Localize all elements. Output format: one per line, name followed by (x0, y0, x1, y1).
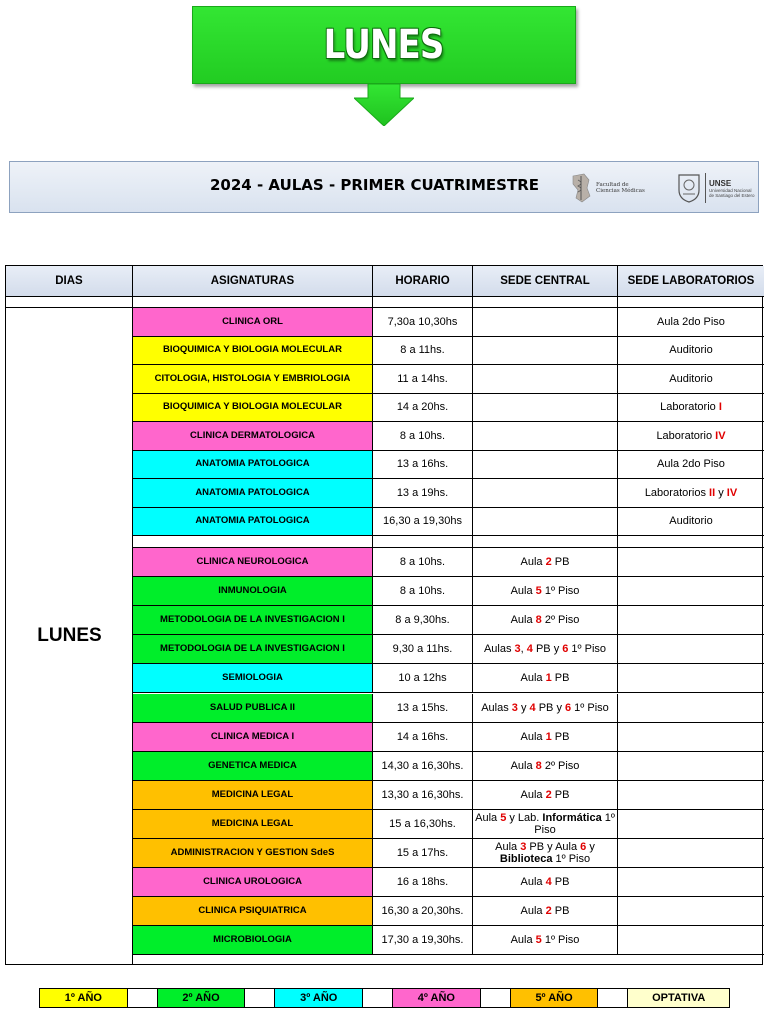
location-part: Aulas (483, 643, 515, 656)
location-part: 1º Piso (541, 585, 580, 598)
location-part: PB (551, 905, 570, 918)
subject-cell: CLINICA DERMATOLOGICA (133, 422, 373, 451)
subject-cell: ANATOMIA PATOLOGICA (133, 479, 373, 508)
location-part: y (586, 841, 595, 854)
location-text (656, 430, 725, 442)
location-text (521, 556, 570, 568)
sede-laboratorios-cell (618, 723, 764, 752)
sede-laboratorios-cell (618, 752, 764, 781)
sede-laboratorios-cell (618, 479, 764, 508)
room-number: 4 (526, 643, 533, 656)
day-label: LUNES (37, 625, 102, 646)
sede-laboratorios-cell (618, 308, 764, 337)
location-text (521, 672, 570, 684)
location-part: Aula (520, 788, 546, 801)
subject-cell: MEDICINA LEGAL (133, 781, 373, 810)
divider (472, 297, 473, 308)
location-part: PB y (535, 701, 565, 714)
subject-cell: SEMIOLOGIA (133, 664, 373, 693)
room-number: 5 (535, 934, 542, 947)
sede-central-cell (473, 781, 618, 810)
location-part: Aula (510, 934, 536, 947)
subject-cell: BIOQUIMICA Y BIOLOGIA MOLECULAR (133, 337, 373, 366)
location-part: 1º Piso (571, 701, 609, 714)
time-cell: 13,30 a 16,30hs. (373, 781, 473, 810)
sede-central-cell (473, 422, 618, 451)
sede-laboratorios-cell (618, 337, 764, 366)
room-number: 3 (511, 701, 518, 714)
divider (372, 297, 373, 308)
sede-central-cell (473, 508, 618, 537)
fcm-logo-line-1: Facultad de (596, 182, 629, 188)
page-title: 2024 - AULAS - PRIMER CUATRIMESTRE (210, 176, 539, 194)
location-part: PB (551, 730, 570, 743)
unse-logo (676, 167, 760, 209)
location-part: y Lab. (506, 811, 543, 824)
subject-cell: MICROBIOLOGIA (133, 926, 373, 955)
sede-central-cell (473, 752, 618, 781)
location-part: Laboratorio (660, 401, 719, 414)
location-part: PB (551, 672, 570, 685)
fcm-logo (570, 168, 670, 208)
sede-laboratorios-cell (618, 781, 764, 810)
room-number: I (718, 401, 722, 414)
time-cell: 14 a 16hs. (373, 723, 473, 752)
divider (472, 536, 473, 547)
sede-laboratorios-cell (618, 508, 764, 537)
divider (372, 536, 373, 547)
location-part: PB (551, 876, 570, 889)
room-number: 4 (545, 876, 552, 889)
location-text (521, 876, 570, 888)
sede-laboratorios-cell (618, 422, 764, 451)
location-part: Aula (520, 905, 546, 918)
column-header-sede-laboratorios: SEDE LABORATORIOS (618, 266, 764, 297)
location-text (473, 812, 617, 836)
sede-central-cell (473, 548, 618, 577)
divider (617, 297, 618, 308)
location-part: Laboratorio (656, 429, 716, 442)
subject-cell: CLINICA ORL (133, 308, 373, 337)
sede-central-cell (473, 479, 618, 508)
location-part: Aula (520, 876, 546, 889)
time-cell: 7,30a 10,30hs (373, 308, 473, 337)
subject-cell: CLINICA PSIQUIATRICA (133, 897, 373, 926)
location-part: Auditorio (669, 344, 713, 357)
subject-cell: SALUD PUBLICA II (133, 694, 373, 723)
room-number: 3 (520, 841, 527, 854)
location-text (511, 585, 580, 597)
legend-item: 2º AÑO (158, 989, 246, 1007)
room-number: 3 (514, 643, 521, 656)
arrow-down-icon (354, 84, 414, 126)
time-cell: 8 a 10hs. (373, 548, 473, 577)
location-part: Aula (510, 614, 536, 627)
room-number: 8 (535, 614, 542, 627)
subject-cell: ADMINISTRACION Y GESTION SdeS (133, 839, 373, 868)
subject-cell: GENETICA MEDICA (133, 752, 373, 781)
location-part: 2º Piso (541, 759, 580, 772)
room-number: 6 (562, 643, 569, 656)
location-part: Aula (495, 841, 521, 854)
location-text (484, 643, 606, 655)
unse-logo-sub-2: de Santiago del Estero (709, 192, 755, 198)
time-cell: 10 a 12hs (373, 664, 473, 693)
time-cell: 15 a 17hs. (373, 839, 473, 868)
location-text (657, 458, 725, 470)
room-number: 6 (565, 701, 572, 714)
location-text (473, 841, 617, 865)
subject-cell: ANATOMIA PATOLOGICA (133, 508, 373, 537)
sede-laboratorios-cell (618, 810, 764, 839)
location-text (511, 614, 580, 626)
location-part: Aula (510, 759, 536, 772)
sede-central-cell (473, 308, 618, 337)
location-part: 1º Piso (541, 934, 580, 947)
location-text (657, 316, 725, 328)
sede-central-cell (473, 635, 618, 664)
location-part: PB (551, 788, 570, 801)
sede-central-cell (473, 394, 618, 423)
time-cell: 17,30 a 19,30hs. (373, 926, 473, 955)
room-number: 2 (545, 905, 552, 918)
location-part: PB y Aula (526, 841, 581, 854)
location-text (669, 344, 712, 356)
location-part: 1º Piso (552, 853, 591, 866)
subject-cell: CITOLOGIA, HISTOLOGIA Y EMBRIOLOGIA (133, 365, 373, 394)
column-header-dias: DIAS (6, 266, 133, 297)
room-number: 8 (535, 759, 542, 772)
time-cell: 8 a 10hs. (373, 422, 473, 451)
sede-central-cell (473, 694, 618, 723)
time-cell: 14,30 a 16,30hs. (373, 752, 473, 781)
time-cell: 8 a 9,30hs. (373, 606, 473, 635)
sede-laboratorios-cell (618, 868, 764, 897)
subject-cell: CLINICA NEUROLOGICA (133, 548, 373, 577)
sede-laboratorios-cell (618, 694, 764, 723)
sede-central-cell (473, 810, 618, 839)
sede-central-cell (473, 606, 618, 635)
sede-laboratorios-cell (618, 897, 764, 926)
room-number: IV (726, 486, 738, 499)
room-number: 2 (545, 788, 552, 801)
time-cell: 16,30 a 20,30hs. (373, 897, 473, 926)
unse-logo-name: UNSE (709, 178, 732, 188)
time-cell: 15 a 16,30hs. (373, 810, 473, 839)
sede-central-cell (473, 451, 618, 480)
column-header-horario: HORARIO (373, 266, 473, 297)
room-emphasis: Informática (542, 811, 602, 824)
subject-cell: BIOQUIMICA Y BIOLOGIA MOLECULAR (133, 394, 373, 423)
time-cell: 8 a 10hs. (373, 577, 473, 606)
time-cell: 14 a 20hs. (373, 394, 473, 423)
location-text (645, 487, 737, 499)
sede-central-cell (473, 337, 618, 366)
sede-laboratorios-cell (618, 635, 764, 664)
location-part: PB (551, 556, 570, 569)
sede-central-cell (473, 577, 618, 606)
location-part: y (517, 701, 530, 714)
location-part: PB y (532, 643, 563, 656)
sede-central-cell (473, 365, 618, 394)
subject-cell: METODOLOGIA DE LA INVESTIGACION I (133, 606, 373, 635)
location-part: Auditorio (669, 372, 713, 385)
legend-spacer (128, 989, 158, 1007)
sede-central-cell (473, 664, 618, 693)
subject-cell: METODOLOGIA DE LA INVESTIGACION I (133, 635, 373, 664)
location-text (521, 905, 570, 917)
location-text (521, 789, 570, 801)
location-part: Auditorio (669, 515, 713, 528)
column-header-sede-central: SEDE CENTRAL (473, 266, 618, 297)
room-emphasis: Biblioteca (499, 853, 553, 866)
room-number: 6 (580, 841, 587, 854)
legend-spacer (598, 989, 628, 1007)
sede-laboratorios-cell (618, 606, 764, 635)
location-part: Aulas (481, 701, 512, 714)
time-cell: 8 a 11hs. (373, 337, 473, 366)
sede-laboratorios-cell (618, 365, 764, 394)
subject-cell: CLINICA UROLOGICA (133, 868, 373, 897)
sede-central-cell (473, 868, 618, 897)
sede-central-cell (473, 723, 618, 752)
legend-spacer (481, 989, 511, 1007)
schedule-table (5, 265, 763, 965)
legend-item: 3º AÑO (275, 989, 363, 1007)
year-legend (39, 988, 730, 1008)
room-number: II (709, 486, 716, 499)
unse-logo-sub-1: Universidad Nacional (709, 187, 752, 193)
time-cell: 13 a 16hs. (373, 451, 473, 480)
room-number: IV (715, 429, 726, 442)
subject-cell: ANATOMIA PATOLOGICA (133, 451, 373, 480)
time-cell: 13 a 19hs. (373, 479, 473, 508)
location-text (669, 515, 712, 527)
subject-cell: CLINICA MEDICA I (133, 723, 373, 752)
location-part: 1º Piso (568, 643, 607, 656)
legend-item: 5º AÑO (511, 989, 599, 1007)
legend-item: 1º AÑO (40, 989, 128, 1007)
location-text (660, 401, 722, 413)
location-part: 2º Piso (541, 614, 580, 627)
unse-seal-icon (676, 172, 702, 204)
location-part: Aula (520, 556, 546, 569)
sede-laboratorios-cell (618, 394, 764, 423)
location-part: Aula 2do Piso (657, 315, 725, 328)
sede-central-cell (473, 926, 618, 955)
sede-laboratorios-cell (618, 548, 764, 577)
room-number: 1 (545, 730, 552, 743)
location-part: , (520, 643, 527, 656)
divider (132, 307, 133, 964)
header-bar (9, 161, 759, 213)
sede-laboratorios-cell (618, 577, 764, 606)
divider (617, 536, 618, 547)
time-cell: 9,30 a 11hs. (373, 635, 473, 664)
sede-laboratorios-cell (618, 664, 764, 693)
location-text (481, 702, 609, 714)
fcm-logo-line-2: Ciencias Médicas (596, 188, 645, 194)
sede-laboratorios-cell (618, 926, 764, 955)
location-part: y (715, 486, 727, 499)
location-part: Laboratorios (644, 486, 710, 499)
legend-spacer (363, 989, 393, 1007)
room-number: 4 (529, 701, 536, 714)
location-text (669, 373, 712, 385)
column-header-asignaturas: ASIGNATURAS (133, 266, 373, 297)
subject-cell: MEDICINA LEGAL (133, 810, 373, 839)
location-text (511, 934, 580, 946)
location-text (521, 731, 570, 743)
room-number: 5 (535, 585, 542, 598)
day-banner (192, 6, 576, 84)
location-part: Aula (520, 672, 546, 685)
sede-laboratorios-cell (618, 451, 764, 480)
fcm-emblem-icon (570, 172, 592, 204)
location-part: Aula 2do Piso (657, 458, 725, 471)
time-cell: 11 a 14hs. (373, 365, 473, 394)
sede-central-cell (473, 897, 618, 926)
location-part: 1º Piso (534, 811, 615, 836)
location-text (511, 760, 580, 772)
sede-laboratorios-cell (618, 839, 764, 868)
legend-item: 4º AÑO (393, 989, 481, 1007)
legend-item: OPTATIVA (628, 989, 729, 1007)
room-number: 2 (545, 556, 552, 569)
room-number: 1 (545, 672, 552, 685)
location-part: Aula (475, 811, 501, 824)
banner-title: LUNES (324, 22, 444, 68)
subject-cell: INMUNOLOGIA (133, 577, 373, 606)
logo-separator (705, 173, 706, 203)
time-cell: 13 a 15hs. (373, 694, 473, 723)
sede-central-cell (473, 839, 618, 868)
legend-spacer (245, 989, 275, 1007)
room-number: 5 (500, 811, 507, 824)
time-cell: 16 a 18hs. (373, 868, 473, 897)
location-part: Aula (520, 730, 546, 743)
location-part: Aula (510, 585, 536, 598)
time-cell: 16,30 a 19,30hs (373, 508, 473, 537)
